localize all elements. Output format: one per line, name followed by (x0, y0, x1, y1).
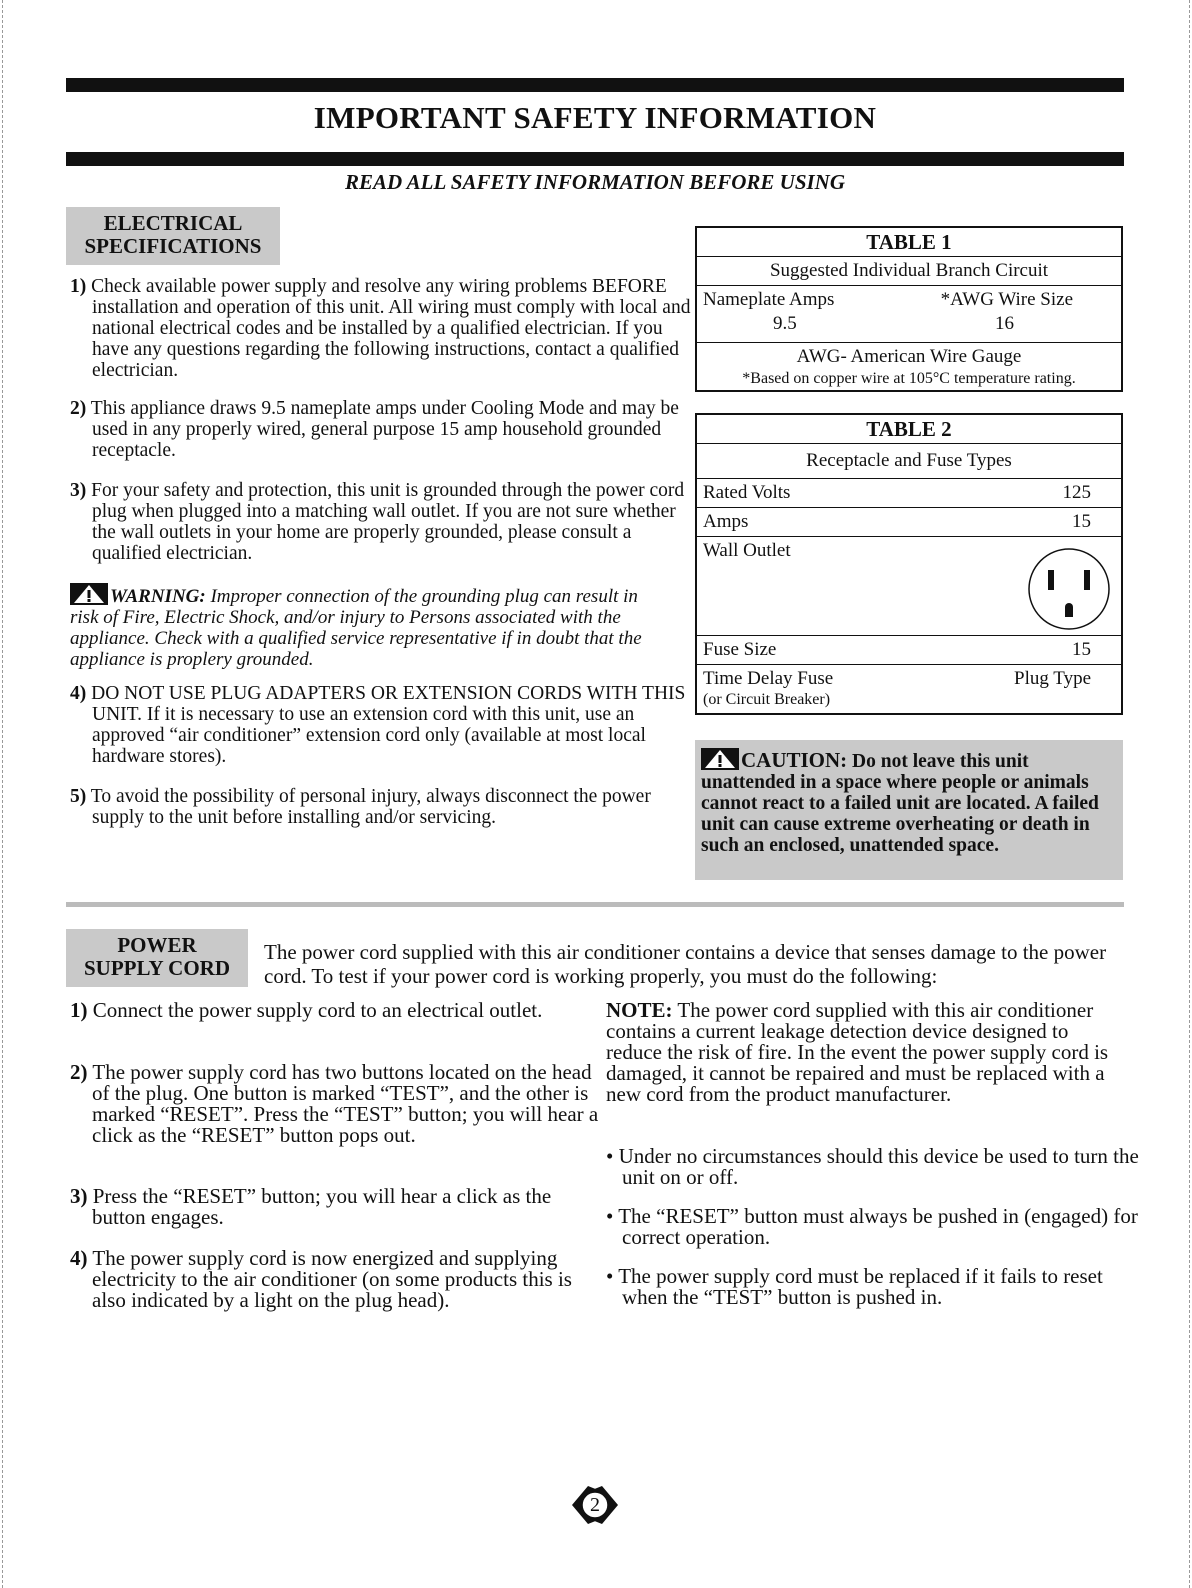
page-number: 2 (590, 1494, 600, 1516)
table-cell: Fuse Size (703, 639, 777, 660)
table-subtitle: Suggested Individual Branch Circuit (697, 256, 1121, 285)
electrical-item: 5) To avoid the possibility of personal injury, always disconnect the power supply to the unit before installing and/or servicing. (70, 786, 651, 828)
table-row (697, 536, 1121, 635)
table-cell: 125 (1062, 482, 1091, 503)
table-2 (695, 413, 1123, 715)
title-rule (66, 152, 1124, 166)
warning-block (70, 583, 670, 670)
table-row (697, 664, 1121, 713)
table-row (697, 507, 1121, 536)
warning-triangle-icon (70, 583, 108, 605)
note-bullet: • Under no circumstances should this device be used to turn the unit on or off. (606, 1144, 1139, 1189)
section-divider (66, 902, 1124, 907)
table-cell: 16 (995, 313, 1014, 334)
table-cell: Wall Outlet (703, 540, 791, 561)
page-number-badge (560, 1480, 630, 1530)
caution-box (695, 740, 1123, 880)
page-subtitle: READ ALL SAFETY INFORMATION BEFORE USING (344, 170, 846, 194)
power-step: 3) Press the “RESET” button; you will hear a click as the button engages. (70, 1184, 552, 1229)
table-row (697, 478, 1121, 507)
electrical-item: 1) Check available power supply and resolve any wiring problems BEFORE installation and operation of this unit. All wiring must comply with local and national electrical codes and be installed by a qualified electrician. If you have any questions regarding the following instructions, contact a qualified electrician. (70, 276, 691, 381)
table-cell: Rated Volts (703, 482, 791, 503)
power-step: 4) The power supply cord is now energized and supplying electricity to the air conditioner (on some products this is also indicated by a light on the plug head). (70, 1246, 572, 1312)
warning-text: Improper connection of the grounding plug can result in risk of Fire, Electric Shock, and/or injury to Persons associated with the appliance. Check with a qualified service representative if in doubt that the appliance is proplery grounded. (70, 586, 642, 670)
table-cell: Nameplate Amps (703, 289, 835, 310)
caution-text: Do not leave this unit unattended in a space where people or animals cannot react to a failed unit are located. A failed unit can cause extreme overheating or death in such an enclosed, unattended space. (701, 751, 1099, 856)
left-cut-line (2, 0, 3, 1588)
page-title: IMPORTANT SAFETY INFORMATION (313, 100, 877, 135)
table-1 (695, 226, 1123, 392)
table-cell: Time Delay Fuse (703, 668, 834, 689)
table-subtitle: Receptacle and Fuse Types (697, 443, 1121, 478)
power-step: 1) Connect the power supply cord to an electrical outlet. (70, 998, 543, 1022)
table-footnote: *Based on copper wire at 105°C temperature rating. (742, 370, 1076, 387)
electrical-specs-heading (66, 207, 280, 265)
table-cell: (or Circuit Breaker) (703, 691, 831, 708)
table-row (697, 635, 1121, 664)
table-row (697, 342, 1121, 390)
electrical-item: 4) DO NOT USE PLUG ADAPTERS OR EXTENSION CORDS WITH THIS UNIT. If it is necessary to use an extension cord with this unit, use an approved “air conditioner” extension cord only (available at most local hardware stores). (70, 683, 686, 767)
table-cell: 15 (1072, 511, 1091, 532)
caution-triangle-icon (701, 748, 739, 770)
warning-label: WARNING: (110, 586, 206, 607)
heading-line: SUPPLY CORD (83, 956, 231, 980)
power-step: 2) The power supply cord has two buttons located on the head of the plug. One button is marked “TEST”, and the other is marked “RESET”. Press the “TEST” button; you will hear a click as the “RESET” button pops out. (70, 1060, 599, 1147)
table-title: TABLE 1 (866, 230, 952, 254)
note-bullet: • The power supply cord must be replaced if it fails to reset when the “TEST” button is pushed in. (606, 1264, 1103, 1309)
wall-outlet-icon (1027, 547, 1111, 631)
note-label: NOTE: (606, 998, 673, 1022)
electrical-item: 3) For your safety and protection, this unit is grounded through the power cord plug when plugged into a matching wall outlet. If you are not sure whether the wall outlets in your home are properly grounded, please consult a qualified electrician. (70, 480, 685, 564)
table-cell: *AWG Wire Size (940, 289, 1073, 310)
power-supply-heading (66, 929, 248, 987)
caution-label: CAUTION: (741, 748, 848, 772)
power-note (606, 1000, 1126, 1105)
note-bullet: • The “RESET” button must always be pushed in (engaged) for correct operation. (606, 1204, 1138, 1249)
electrical-item: 2) This appliance draws 9.5 nameplate amps under Cooling Mode and may be used in any properly wired, general purpose 15 amp household grounded receptacle. (70, 398, 679, 461)
top-rule (66, 78, 1124, 92)
heading-line: SPECIFICATIONS (84, 234, 262, 258)
table-title: TABLE 2 (866, 417, 952, 441)
heading-line: POWER (117, 933, 197, 957)
heading-line: ELECTRICAL (103, 211, 243, 235)
table-cell: Amps (703, 511, 749, 532)
table-cell: 15 (1072, 639, 1091, 660)
table-legend: AWG- American Wire Gauge (796, 346, 1022, 367)
table-cell: Plug Type (1014, 668, 1091, 689)
table-row (697, 285, 1121, 342)
right-cut-line (1189, 0, 1190, 1588)
power-intro: The power cord supplied with this air conditioner contains a device that senses damage to the power cord. To test if your power cord is working properly, you must do the following: (264, 940, 1107, 988)
table-cell: 9.5 (773, 313, 797, 334)
note-text: The power cord supplied with this air conditioner contains a current leakage detection device designed to reduce the risk of fire. In the event the power supply cord is damaged, it cannot be repaired and must be replaced with a new cord from the product manufacturer. (606, 998, 1109, 1106)
